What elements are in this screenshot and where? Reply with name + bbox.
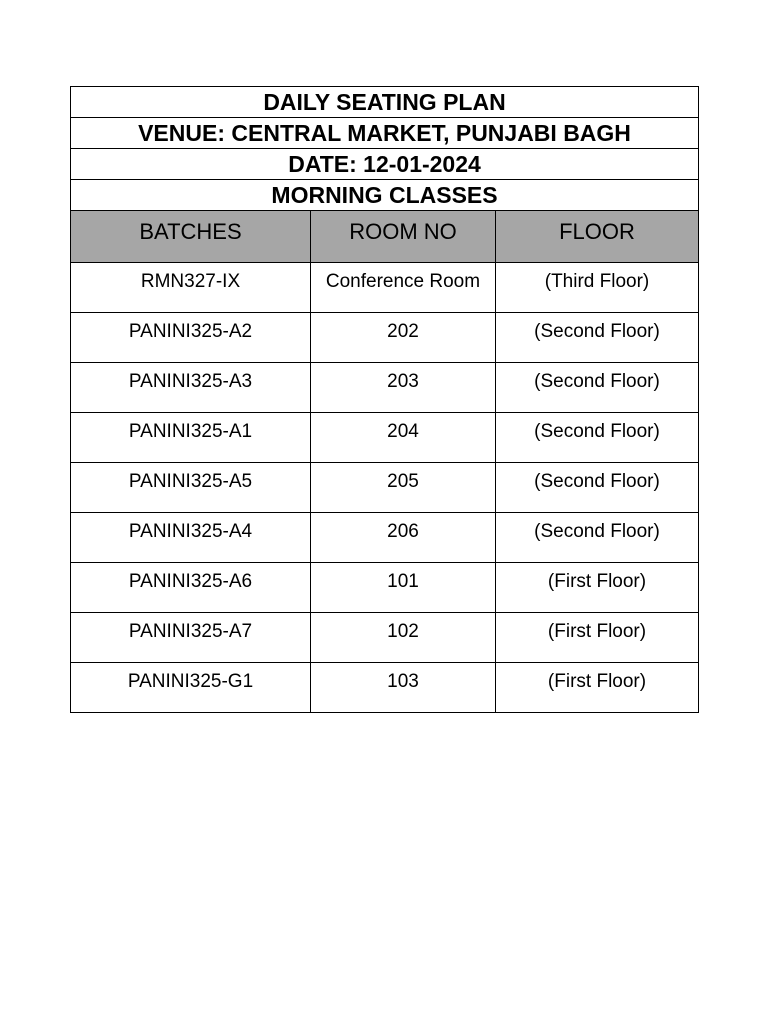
header-floor: FLOOR [496, 211, 699, 263]
room-cell: 101 [311, 563, 496, 613]
room-cell: 206 [311, 513, 496, 563]
header-batches: BATCHES [71, 211, 311, 263]
batch-cell: PANINI325-A5 [71, 463, 311, 513]
date-line: DATE: 12-01-2024 [71, 149, 699, 180]
table-row [71, 263, 699, 313]
batch-cell: PANINI325-A6 [71, 563, 311, 613]
table-row [71, 513, 699, 563]
floor-cell: (First Floor) [496, 663, 699, 713]
floor-cell: (Second Floor) [496, 463, 699, 513]
session-row [71, 180, 699, 211]
venue-row [71, 118, 699, 149]
batch-cell: PANINI325-A2 [71, 313, 311, 363]
table-row [71, 613, 699, 663]
room-cell: 204 [311, 413, 496, 463]
batch-cell: PANINI325-A4 [71, 513, 311, 563]
date-row [71, 149, 699, 180]
room-cell: 103 [311, 663, 496, 713]
room-cell: 202 [311, 313, 496, 363]
table-row [71, 313, 699, 363]
seating-plan-table [70, 86, 699, 713]
session-line: MORNING CLASSES [71, 180, 699, 211]
table-row [71, 563, 699, 613]
batch-cell: RMN327-IX [71, 263, 311, 313]
floor-cell: (Second Floor) [496, 363, 699, 413]
header-room-no: ROOM NO [311, 211, 496, 263]
seating-plan-sheet [70, 86, 698, 713]
batch-cell: PANINI325-A1 [71, 413, 311, 463]
table-row [71, 413, 699, 463]
floor-cell: (First Floor) [496, 613, 699, 663]
table-row [71, 463, 699, 513]
floor-cell: (Second Floor) [496, 313, 699, 363]
table-row [71, 363, 699, 413]
floor-cell: (Second Floor) [496, 413, 699, 463]
venue-line: VENUE: CENTRAL MARKET, PUNJABI BAGH [71, 118, 699, 149]
document-title: DAILY SEATING PLAN [71, 87, 699, 118]
batch-cell: PANINI325-A3 [71, 363, 311, 413]
room-cell: 205 [311, 463, 496, 513]
batch-cell: PANINI325-G1 [71, 663, 311, 713]
room-cell: 102 [311, 613, 496, 663]
title-row [71, 87, 699, 118]
floor-cell: (Second Floor) [496, 513, 699, 563]
table-row [71, 663, 699, 713]
table-header-row [71, 211, 699, 263]
batch-cell: PANINI325-A7 [71, 613, 311, 663]
room-cell: 203 [311, 363, 496, 413]
floor-cell: (First Floor) [496, 563, 699, 613]
room-cell: Conference Room [311, 263, 496, 313]
floor-cell: (Third Floor) [496, 263, 699, 313]
